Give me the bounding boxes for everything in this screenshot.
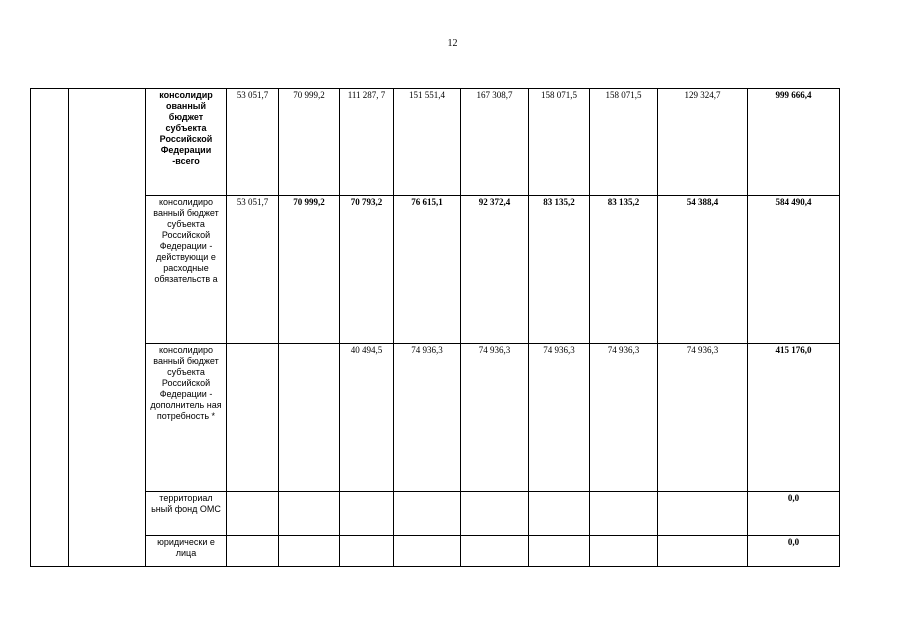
value-cell: 74 936,3 xyxy=(461,344,529,492)
value-cell xyxy=(279,344,340,492)
value-cell: 111 287, 7 xyxy=(340,89,394,196)
value-cell xyxy=(340,536,394,567)
value-cell: 70 793,2 xyxy=(340,196,394,344)
total-cell: 415 176,0 xyxy=(748,344,840,492)
empty-cell-col-2 xyxy=(69,89,146,567)
value-cell xyxy=(590,536,658,567)
value-cell: 151 551,4 xyxy=(394,89,461,196)
value-cell: 83 135,2 xyxy=(529,196,590,344)
value-cell: 129 324,7 xyxy=(658,89,748,196)
total-cell: 999 666,4 xyxy=(748,89,840,196)
value-cell xyxy=(658,536,748,567)
value-cell: 40 494,5 xyxy=(340,344,394,492)
value-cell xyxy=(590,492,658,536)
value-cell: 70 999,2 xyxy=(279,89,340,196)
value-cell: 53 051,7 xyxy=(227,89,279,196)
value-cell: 74 936,3 xyxy=(590,344,658,492)
value-cell xyxy=(529,536,590,567)
value-cell xyxy=(279,536,340,567)
value-cell xyxy=(340,492,394,536)
value-cell xyxy=(227,536,279,567)
value-cell: 158 071,5 xyxy=(529,89,590,196)
empty-cell-col-1 xyxy=(31,89,69,567)
value-cell xyxy=(227,344,279,492)
table-row xyxy=(31,89,840,196)
table-row xyxy=(31,492,840,536)
row-label: территориал ьный фонд ОМС xyxy=(146,492,227,536)
value-cell: 76 615,1 xyxy=(394,196,461,344)
value-cell: 74 936,3 xyxy=(529,344,590,492)
value-cell xyxy=(394,536,461,567)
row-label: консолидиро ванный бюджет субъекта Российской Федерации - дополнитель ная потребность * xyxy=(146,344,227,492)
value-cell xyxy=(461,536,529,567)
value-cell xyxy=(394,492,461,536)
value-cell: 70 999,2 xyxy=(279,196,340,344)
total-cell: 0,0 xyxy=(748,492,840,536)
value-cell: 74 936,3 xyxy=(658,344,748,492)
row-label: юридически е лица xyxy=(146,536,227,567)
value-cell: 53 051,7 xyxy=(227,196,279,344)
table-row xyxy=(31,344,840,492)
value-cell: 167 308,7 xyxy=(461,89,529,196)
value-cell: 158 071,5 xyxy=(590,89,658,196)
value-cell xyxy=(658,492,748,536)
value-cell: 83 135,2 xyxy=(590,196,658,344)
value-cell: 74 936,3 xyxy=(394,344,461,492)
value-cell xyxy=(279,492,340,536)
budget-table xyxy=(30,88,840,567)
table-row xyxy=(31,536,840,567)
total-cell: 0,0 xyxy=(748,536,840,567)
value-cell xyxy=(529,492,590,536)
value-cell: 54 388,4 xyxy=(658,196,748,344)
row-label: консолидир ованный бюджет субъекта Российской Федерации -всего xyxy=(146,89,227,196)
value-cell: 92 372,4 xyxy=(461,196,529,344)
page-number: 12 xyxy=(447,38,458,49)
total-cell: 584 490,4 xyxy=(748,196,840,344)
value-cell xyxy=(461,492,529,536)
table-row xyxy=(31,196,840,344)
row-label: консолидиро ванный бюджет субъекта Российской Федерации - действующи е расходные обязательств а xyxy=(146,196,227,344)
value-cell xyxy=(227,492,279,536)
